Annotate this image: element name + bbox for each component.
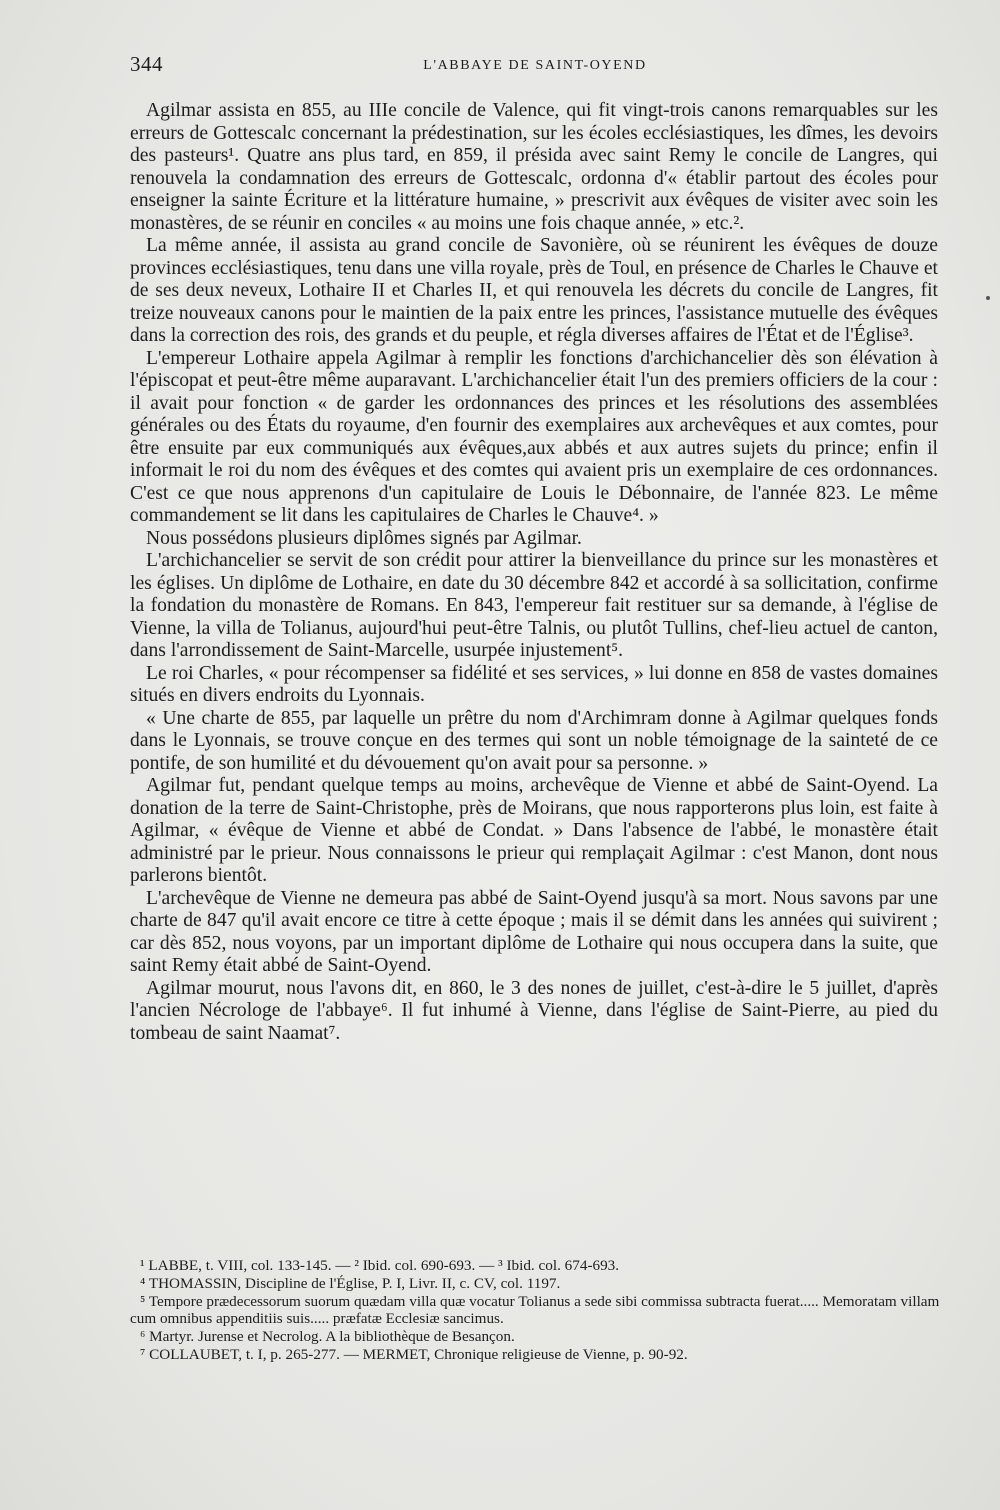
page-header (130, 52, 940, 80)
margin-speck (986, 296, 990, 300)
paragraph: L'empereur Lothaire appela Agilmar à remplir les fonctions d'archichancelier dès son élévation à l'épiscopat et peut-être même auparavant. L'archichancelier était l'un des premiers officiers de la cour : il avait pour fonction « de garder les ordonnances des princes et les résolutions des assemblées générales ou des États du royaume, d'en fournir des exemplaires aux archevêques et aux comtes, pour être ensuite par eux communiqués aux évêques,aux abbés et aux autres sujets du prince; enfin il informait le roi du nom des évêques et des comtes qui avaient pris un exemplaire de ces ordonnances. C'est ce que nous apprenons d'un capitulaire de Louis le Débonnaire, de l'année 823. Le même commandement se lit dans les capitulaires de Charles le Chauve⁴. » (130, 347, 938, 526)
main-text (130, 100, 938, 1045)
paragraph: La même année, il assista au grand concile de Savonière, où se réunirent les évêques de douze provinces ecclésiastiques, tenu dans une villa royale, près de Toul, en présence de Charles le Chauve et de ses deux neveux, Lothaire II et Charles II, et qui renouvela les décrets du concile de Langres, fit treize nouveaux canons pour le maintien de la paix entre les princes, l'assistance mutuelle des évêques dans la correction des rois, des grands et du peuple, et régla diverses affaires de l'État et de l'Église³. (130, 235, 938, 346)
paragraph: L'archevêque de Vienne ne demeura pas abbé de Saint-Oyend jusqu'à sa mort. Nous savons par une charte de 847 qu'il avait encore ce titre à cette époque ; mais il se démit dans les années qui suivirent ; car dès 852, nous voyons, par un important diplôme de Lothaire qui nous occupera dans la suite, que saint Remy était abbé de Saint-Oyend. (130, 887, 938, 976)
footnote: ⁵ Tempore prædecessorum suorum quædam villa quæ vocatur Tolianus a sede sibi commissa subtracta fuerat..... Memoratam villam cum omnibus appenditiis suis..... præfatæ Ecclesiæ sancimus. (130, 1292, 940, 1328)
paragraph: L'archichancelier se servit de son crédit pour attirer la bienveillance du prince sur les monastères et les églises. Un diplôme de Lothaire, en date du 30 décembre 842 et accordé à sa sollicitation, confirme la fondation du monastère de Romans. En 843, l'empereur fait restituer sur sa demande, à l'église de Vienne, la villa de Tolianus, aujourd'hui peut-être Talnis, ou plutôt Tullins, chef-lieu actuel de canton, dans l'arrondissement de Saint-Marcelle, usurpée injustement⁵. (130, 550, 938, 661)
footnote: ⁶ Martyr. Jurense et Necrolog. A la bibliothèque de Besançon. (140, 1328, 515, 1346)
paragraph: Agilmar mourut, nous l'avons dit, en 860, le 3 des nones de juillet, c'est-à-dire le 5 juillet, d'après l'ancien Nécrologe de l'abbaye⁶. Il fut inhumé à Vienne, dans l'église de Saint-Pierre, au pied du tombeau de saint Naamat⁷. (130, 977, 938, 1044)
running-title: L'ABBAYE DE SAINT-OYEND (423, 58, 647, 73)
paragraph: « Une charte de 855, par laquelle un prêtre du nom d'Archimram donne à Agilmar quelques fonds dans le Lyonnais, se trouve conçue en des termes qui sont un noble témoignage de la sainteté de ce pontife, de son humilité et du dévouement qu'on avait pour sa personne. » (130, 707, 938, 774)
footnotes (130, 1257, 940, 1364)
footnote: ¹ LABBE, t. VIII, col. 133-145. — ² Ibid. col. 690-693. — ³ Ibid. col. 674-693. (140, 1257, 620, 1274)
paragraph: Nous possédons plusieurs diplômes signés par Agilmar. (146, 527, 582, 549)
page-number: 344 (130, 52, 163, 76)
paragraph: Le roi Charles, « pour récompenser sa fidélité et ses services, » lui donne en 858 de vastes domaines situés en divers endroits du Lyonnais. (130, 662, 938, 706)
footnote: ⁴ THOMASSIN, Discipline de l'Église, P. I, Livr. II, c. CV, col. 1197. (140, 1274, 561, 1292)
paragraph: Agilmar assista en 855, au IIIe concile de Valence, qui fit vingt-trois canons remarquables sur les erreurs de Gottescalc concernant la prédestination, sur les écoles ecclésiastiques, les dîmes, les devoirs des pasteurs¹. Quatre ans plus tard, en 859, il présida avec saint Remy le concile de Langres, qui renouvela la condamnation des erreurs de Gottescalc, ordonna d'« établir partout des écoles pour enseigner la sainte Écriture et la littérature humaine, » prescrivit aux évêques de visiter avec soin les monastères, de se réunir en conciles « au moins une fois chaque année, » etc.². (130, 100, 938, 234)
footnote: ⁷ COLLAUBET, t. I, p. 265-277. — MERMET, Chronique religieuse de Vienne, p. 90-92. (140, 1345, 688, 1363)
paragraph: Agilmar fut, pendant quelque temps au moins, archevêque de Vienne et abbé de Saint-Oyend. La donation de la terre de Saint-Christophe, près de Moirans, que nous rapporterons plus loin, est faite à Agilmar, « évêque de Vienne et abbé de Condat. » Dans l'absence de l'abbé, le monastère était administré par le prieur. Nous connaissons le prieur qui remplaçait Agilmar : c'est Manon, dont nous parlerons bientôt. (130, 775, 938, 886)
